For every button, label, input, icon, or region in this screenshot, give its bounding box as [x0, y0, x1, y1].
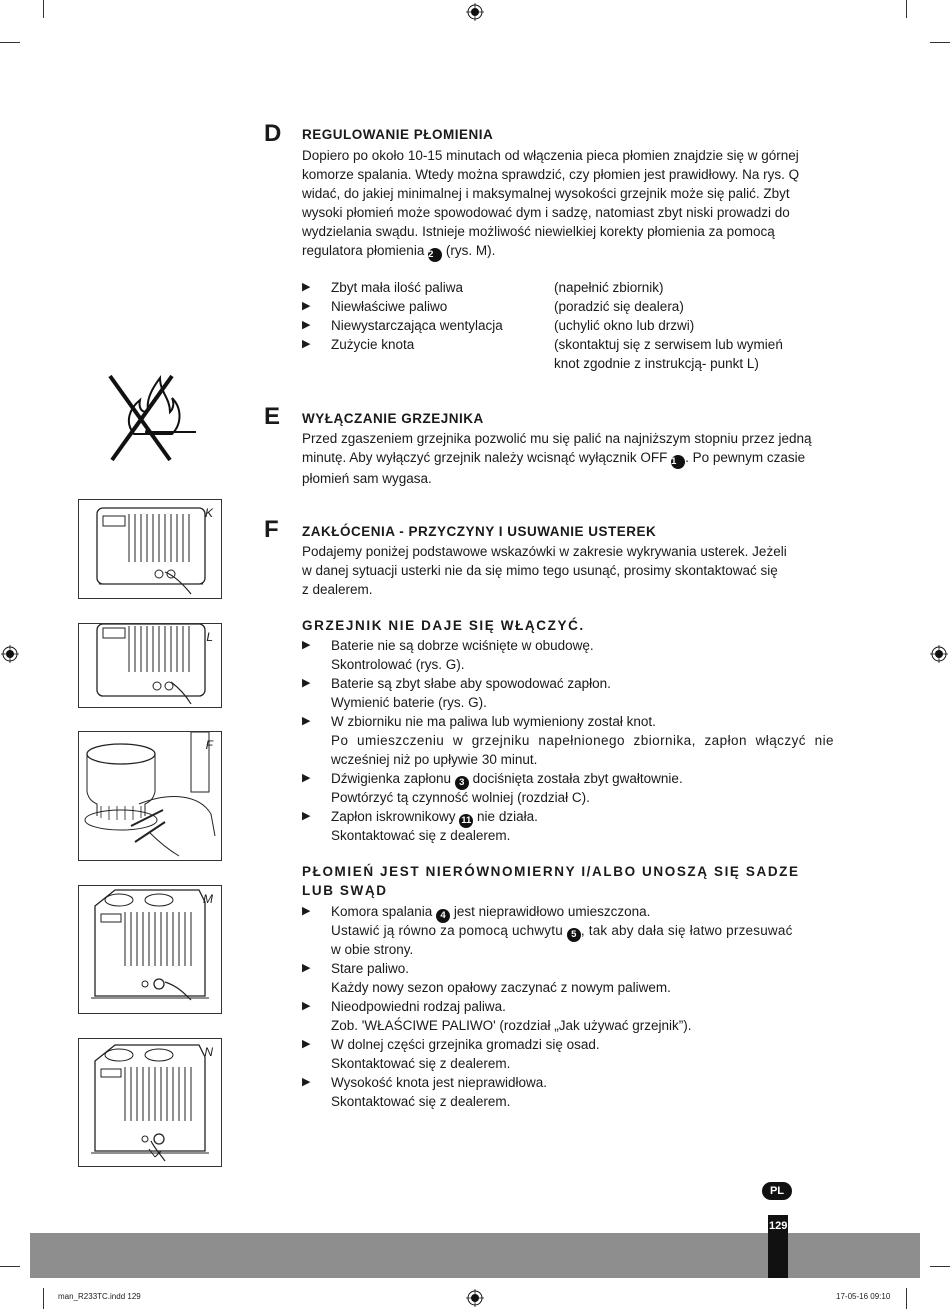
fix-text: Zob. 'WŁAŚCIWE PALIWO' (rozdział „Jak używać grzejnik”).: [331, 1018, 692, 1033]
cause-text: Zużycie knota: [331, 337, 415, 352]
list-item: [302, 316, 834, 335]
list-item: [302, 297, 834, 316]
section-d-title: REGULOWANIE PŁOMIENIA: [302, 127, 494, 142]
part-number-badge: 2: [428, 248, 442, 262]
crop-mark: [43, 1288, 44, 1309]
figure-label: M: [203, 892, 213, 906]
figure-label: L: [206, 630, 213, 644]
crop-mark: [43, 0, 44, 18]
tank-illustration: [79, 732, 221, 860]
remedy-text: (skontaktuj się z serwisem lub wymień: [554, 337, 783, 352]
list-item: [302, 807, 834, 826]
cause-text: Baterie są zbyt słabe aby spowodować zapłon.: [331, 676, 611, 691]
text-line: płomień sam wygasa.: [302, 471, 432, 486]
part-number-badge: 11: [461, 815, 472, 826]
fix-text: Skontrolować (rys. G).: [331, 657, 465, 672]
figure-f: [78, 731, 222, 861]
part-number-badge: 5: [567, 928, 581, 942]
cause-text: jest nieprawidłowo umieszczona.: [450, 904, 651, 919]
cause-text: W zbiorniku nie ma paliwa lub wymieniony został knot.: [331, 714, 656, 729]
crop-mark: [930, 42, 950, 43]
cause-text: Wysokość knota jest nieprawidłowa.: [331, 1075, 547, 1090]
fix-text-part: , tak aby dała się łatwo przesuwać: [580, 923, 793, 938]
cause-text: Komora spalania: [331, 904, 437, 919]
text-line: wydzielania swądu. Istnieje możliwość niewielkiej korekty płomienia za pomocą: [302, 224, 775, 239]
cause-text: nie działa.: [473, 809, 538, 824]
list-item: [302, 335, 834, 354]
list-item: [302, 1073, 834, 1092]
figure-label: F: [205, 738, 213, 752]
fix-text: [302, 731, 834, 750]
fix-text: Skontaktować się z dealerem.: [331, 1056, 511, 1071]
list-item: [302, 959, 834, 978]
text-line: w danej sytuacji usterki nie da się mimo tego usunąć, prosimy skontaktować się: [302, 563, 778, 578]
no-fire-icon: [104, 372, 198, 464]
cause-text: Zbyt mała ilość paliwa: [331, 280, 464, 295]
remedy-text: (napełnić zbiornik): [554, 280, 664, 295]
text-line: z dealerem.: [302, 582, 373, 597]
subsection-title: GRZEJNIK NIE DAJE SIĘ WŁĄCZYĆ.: [302, 618, 585, 633]
subsection-title: PŁOMIEŃ JEST NIERÓWNOMIERNY I/ALBO UNOSZĄ SIĘ SADZE: [302, 864, 800, 879]
figure-label: N: [204, 1045, 213, 1059]
section-e-paragraph: [302, 429, 834, 488]
list-item-continuation: [302, 354, 834, 373]
fix-text-line: Po umieszczeniu w grzejniku napełnionego zbiornika, zapłon włączyć nie: [331, 733, 834, 748]
cause-text: dociśnięta została zbyt gwałtownie.: [468, 771, 683, 786]
registration-mark-icon: [466, 1289, 484, 1307]
text-line: komorze spalania. Wtedy można sprawdzić, czy płomien jest prawidłowy. Na rys. Q: [302, 167, 800, 182]
fix-text: wcześniej niż po upływie 30 minut.: [331, 752, 538, 767]
figure-l: [78, 623, 222, 708]
figure-k: [78, 499, 222, 599]
fix-text: Skontaktować się z dealerem.: [331, 828, 511, 843]
no-start-list: [302, 636, 834, 845]
crop-mark: [0, 1266, 20, 1267]
list-item: [302, 997, 834, 1016]
fix-text: Powtórzyć tą czynność wolniej (rozdział C).: [331, 790, 590, 805]
heater-illustration: [79, 624, 221, 707]
text-line: Przed zgaszeniem grzejnika pozwolić mu się palić na najniższym stopniu przez jedną: [302, 431, 812, 446]
crop-mark: [906, 1288, 907, 1309]
text-line: [302, 241, 834, 262]
section-letter-f: F: [264, 516, 279, 543]
heater-illustration: [79, 500, 221, 598]
slug-file: man_R233TC.indd 129: [58, 1292, 141, 1301]
cause-text: Stare paliwo.: [331, 961, 410, 976]
part-number-badge: 4: [436, 909, 450, 923]
fix-text: w obie strony.: [331, 942, 414, 957]
cause-text: Baterie nie są dobrze wciśnięte w obudowę.: [331, 638, 594, 653]
list-item: [302, 902, 834, 921]
slug-date: 17-05-16 09:10: [836, 1292, 891, 1301]
section-e-title: WYŁĄCZANIE GRZEJNIKA: [302, 411, 484, 426]
figure-m: [78, 885, 222, 1014]
fix-text: Każdy nowy sezon opałowy zaczynać z nowym paliwem.: [331, 980, 671, 995]
remedy-text: (poradzić się dealera): [554, 299, 684, 314]
heater-illustration: [79, 1039, 221, 1166]
heater-illustration: [79, 886, 221, 1013]
figure-n: [78, 1038, 222, 1167]
text-line: wysoki płomień może spowodować dym i sadzę, natomiast zbyt niski prowadzi do: [302, 205, 790, 220]
remedy-text: (uchylić okno lub drzwi): [554, 318, 695, 333]
crop-mark: [930, 1266, 950, 1267]
section-f-title: ZAKŁÓCENIA - PRZYCZYNY I USUWANIE USTEREK: [302, 524, 657, 539]
text-line: widać, do jakiej minimalnej i maksymalnej wysokości grzejnik może się palić. Zbyt: [302, 186, 790, 201]
fix-text: Wymienić baterie (rys. G).: [331, 695, 487, 710]
registration-mark-icon: [930, 645, 948, 663]
uneven-flame-list: [302, 902, 834, 1111]
list-item: [302, 1035, 834, 1054]
section-d-paragraph: [302, 146, 834, 262]
text-line: Dopiero po około 10-15 minutach od włączenia pieca płomien znajdzie się w górnej: [302, 148, 799, 163]
cause-text: Niewłaściwe paliwo: [331, 299, 448, 314]
registration-mark-icon: [1, 645, 19, 663]
list-item: [302, 636, 834, 655]
fix-text: [302, 921, 834, 940]
crop-mark: [906, 0, 907, 18]
section-f-paragraph: [302, 542, 834, 599]
text-line: [302, 448, 834, 469]
language-badge: PL: [762, 1182, 792, 1200]
text-line: Podajemy poniżej podstawowe wskazówki w zakresie wykrywania usterek. Jeżeli: [302, 544, 787, 559]
text-fragment: (rys. M).: [442, 243, 496, 258]
text-fragment: regulatora płomienia: [302, 243, 429, 258]
remedy-text: knot zgodnie z instrukcją- punkt L): [554, 356, 759, 371]
causes-list: [302, 278, 834, 373]
subsection-title: LUB SWĄD: [302, 883, 388, 898]
section-letter-e: E: [264, 403, 281, 430]
part-number-badge: 1: [671, 455, 685, 469]
page-number: 129: [769, 1220, 788, 1232]
list-item: [302, 769, 834, 788]
fix-text-part: Ustawić ją równo za pomocą uchwytu: [331, 923, 567, 938]
list-item: [302, 278, 834, 297]
section-letter-d: D: [264, 120, 282, 147]
part-number-badge: 3: [455, 776, 469, 790]
cause-text: Nieodpowiedni rodzaj paliwa.: [331, 999, 506, 1014]
cause-text: Zapłon iskrownikowy: [331, 809, 460, 824]
registration-mark-icon: [466, 3, 484, 21]
crop-mark: [0, 42, 20, 43]
list-item: [302, 674, 834, 693]
cause-text: W dolnej części grzejnika gromadzi się osad.: [331, 1037, 600, 1052]
text-fragment: minutę. Aby wyłączyć grzejnik należy wcisnąć wyłącznik OFF: [302, 450, 672, 465]
text-fragment: . Po pewnym czasie: [685, 450, 806, 465]
cause-text: Dźwigienka zapłonu: [331, 771, 455, 786]
figure-label: K: [204, 506, 213, 520]
cause-text: Niewystarczająca wentylacja: [331, 318, 503, 333]
list-item: [302, 712, 834, 731]
fix-text: Skontaktować się z dealerem.: [331, 1094, 511, 1109]
